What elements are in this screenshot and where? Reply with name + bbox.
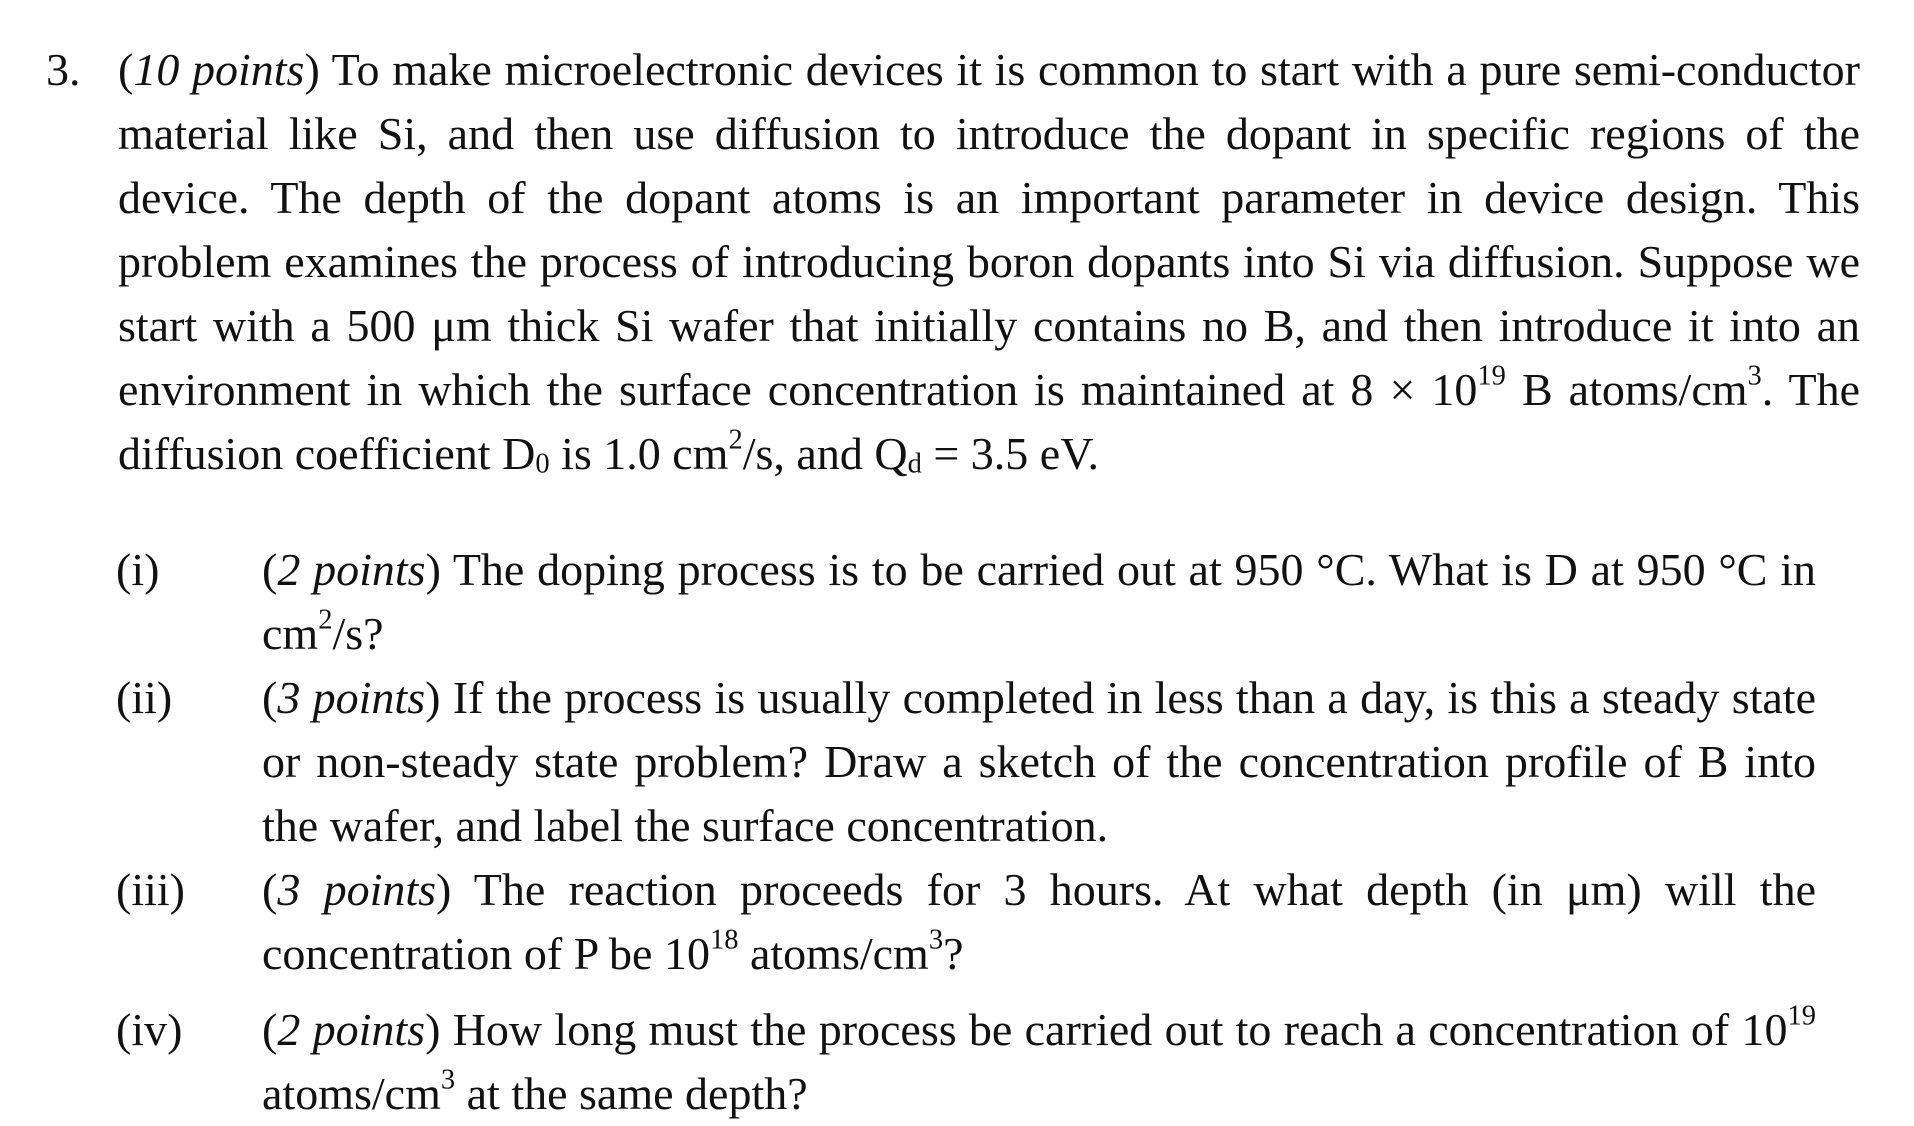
subpart-text-b: /s?	[332, 608, 384, 659]
problem-text-2: B atoms/cm	[1505, 364, 1748, 415]
problem-exponent-19: 19	[1477, 360, 1506, 392]
subpart-text-b: atoms/cm	[262, 1068, 441, 1119]
subpart-exponent-3: 3	[440, 1064, 456, 1096]
problem-text-5: /s, and Q	[742, 428, 908, 479]
subpart-text-a: The doping process is to be carried out at 950 °C. What is D at 950 °C in cm	[262, 544, 1816, 659]
subpart-points: 2 points	[277, 544, 426, 595]
problem-text-3: . The diffusion coefficient D	[118, 364, 1861, 479]
subpart-exponent-3: 3	[928, 924, 944, 956]
subpart-text-b: atoms/cm	[738, 928, 929, 979]
subpart-text: (3 points) If the process is usually completed in less than a day, is this a steady state or non-steady state problem? Draw a sketch of the concentration profile of B into the wafer, and label the surface concentration.	[262, 672, 1817, 851]
subpart-points: 3 points	[277, 864, 437, 915]
subpart-text-c: ?	[943, 928, 964, 979]
subpart-text-a: If the process is usually completed in less than a day, is this a steady state or non-steady state problem? Draw a sketch of the concentration profile of B into the wafer, and label the surface concentration.	[262, 672, 1817, 851]
problem-text-4: is 1.0 cm	[549, 428, 729, 479]
problem-text-6: = 3.5 eV.	[921, 428, 1099, 479]
subpart-label: (iv)	[116, 1004, 183, 1055]
problem-subscript-0: 0	[535, 448, 550, 480]
subpart-exponent: 2	[318, 604, 333, 636]
subpart-iv	[116, 998, 1816, 1126]
subpart-iii	[116, 858, 1816, 986]
problem-points: 10 points	[133, 44, 305, 95]
subpart-ii	[116, 666, 1816, 858]
problem-subscript-d: d	[907, 448, 922, 480]
subpart-exponent-18: 18	[709, 924, 739, 956]
problem-exponent-2: 2	[728, 424, 743, 456]
subpart-points: 2 points	[277, 1004, 426, 1055]
subpart-text: (3 points) The reaction proceeds for 3 hours. At what depth (in μm) will the concentration of P be $10^{18}$ atoms/$cm^3$?	[262, 864, 1816, 979]
subpart-text: (2 points) How long must the process be carried out to reach a concentration of $10^{19}$ atoms/$cm^3$ at the same depth?	[262, 1000, 1816, 1119]
problem-text-1: To make microelectronic devices it is common to start with a pure semi-conductor material like Si, and then use diffusion to introduce the dopant in specific regions of the device. The depth of the dopant atoms is an important parameter in device design. This problem examines the process of introducing boron dopants into Si via diffusion. Suppose we start with a 500 μm thick Si wafer that initially contains no B, and then introduce it into an environment in which the surface concentration is maintained at 8 × 10	[118, 44, 1860, 415]
problem-number: 3.	[46, 44, 81, 95]
subpart-label: (ii)	[116, 672, 173, 723]
subpart-points: 3 points	[277, 672, 426, 723]
subparts-list	[116, 538, 1816, 1126]
subpart-text-a: How long must the process be carried out to reach a concentration of 10	[440, 1004, 1788, 1055]
subpart-i	[116, 538, 1816, 666]
subpart-label: (iii)	[116, 864, 185, 915]
subpart-exponent-19: 19	[1787, 1000, 1816, 1032]
subpart-label: (i)	[116, 544, 160, 595]
problem-statement: (10 points) To make microelectronic devices it is common to start with a pure semi-conductor material like Si, and then use diffusion to introduce the dopant in specific regions of the device. The depth of the dopant atoms is an important parameter in device design. This problem examines the process of introducing boron dopants into Si via diffusion. Suppose we start with a 500 μm thick Si wafer that initially contains no B, and then introduce it into an environment in which the surface concentration is maintained at $8 \times 10^{19}$ B atoms/$cm^3$. The diffusion coefficient $D_0$ is 1.0 $cm^2/s$, and $Q_d = 3.5$ eV.	[118, 44, 1861, 480]
subpart-text: (2 points) The doping process is to be carried out at 950 °C. What is D at 950 °C in $cm^2/s$?	[262, 544, 1816, 659]
subpart-text-c: at the same depth?	[455, 1068, 808, 1119]
problem-exponent-3: 3	[1747, 360, 1762, 392]
subpart-text-a: The reaction proceeds for 3 hours. At what depth (in μm) will the concentration of P be 10	[262, 864, 1816, 979]
